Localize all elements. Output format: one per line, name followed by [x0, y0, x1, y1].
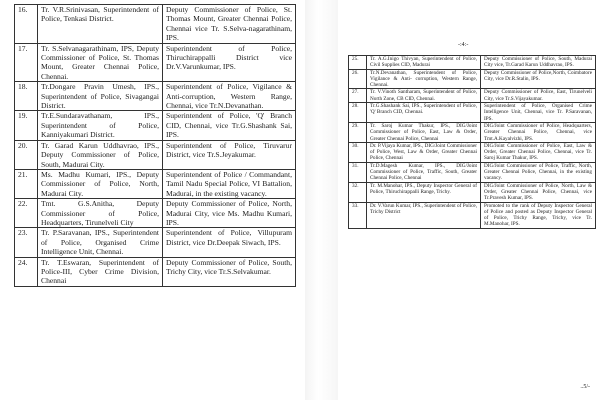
posting-cell: Superintendent of Police, 'Q' Branch CID, Chennai, vice Tr.G.Shashank Sai, IPS.	[163, 111, 296, 140]
table-row	[349, 202, 596, 228]
officer-cell: Tr. Saroj Kumar Thakur, IPS., DIG/Joint Commissioner of Police, East, Law & Order, Greater Chennai Police, Chennai	[367, 122, 481, 142]
table-row	[15, 169, 296, 198]
right-page	[338, 0, 600, 400]
table-row	[349, 182, 596, 202]
posting-cell: Promoted to the rank of Deputy Inspector General of Police and posted as Deputy Inspector General of Police, Trichy Range, Trichy, vice Tr. M.Manohar, IPS.	[481, 202, 596, 228]
officer-cell: Tr. V.Vinoth Santharam, Superintendent of Police, North Zone, CB CID, Chennai.	[367, 89, 481, 103]
officer-cell: Dr. V.Varun Kumar, IPS., Superintendent of Police, Trichy District	[367, 202, 481, 228]
table-row	[15, 43, 296, 82]
row-number: 33.	[349, 202, 367, 228]
table-row	[15, 257, 296, 286]
row-number: 31.	[349, 162, 367, 182]
row-number: 16.	[15, 5, 38, 44]
table-row	[15, 199, 296, 228]
table-row	[349, 103, 596, 123]
row-number: 22.	[15, 199, 38, 228]
row-number: 19.	[15, 111, 38, 140]
officer-cell: Tr. M.Manohar, IPS., Deputy Inspector General of Police, Thiruchirappalli Range, Trichy.	[367, 182, 481, 202]
posting-cell: DIG/Joint Commissioner of Police, Headquarters, Greater Chennai Police, Chennai, vice Tmt.A.Kayalvizhi, IPS.	[481, 122, 596, 142]
row-number: 25.	[349, 56, 367, 70]
row-number: 28.	[349, 103, 367, 123]
posting-cell: Deputy Commissioner of Police, North, Madurai City, vice Ms. Madhu Kumari, IPS.	[163, 199, 296, 228]
officer-cell: Tr. Garad Karun Uddhavrao, IPS., Deputy Commissioner of Police, South, Madurai City.	[38, 140, 163, 169]
officer-cell: Tmt. G.S.Anitha, Deputy Commissioner of Police, Headquarters, Tirunelveli City	[38, 199, 163, 228]
right-posting-table	[348, 55, 596, 229]
table-row	[15, 5, 296, 44]
page-gutter	[305, 0, 338, 400]
posting-cell: DIG/Joint Commissioner of Police, Traffic, North, Greater Chennai Police, Chennai, in the existing vacancy.	[481, 162, 596, 182]
table-row	[349, 122, 596, 142]
officer-cell: Tr. P.Saravanan, IPS., Superintendent of Police, Organised Crime Intelligence Unit, Chennai.	[38, 228, 163, 257]
posting-cell: DIG/Joint Commissioner of Police, North, Law & Order, Greater Chennai Police, Chennai, vice Tr.Pravesh Kumar, IPS.	[481, 182, 596, 202]
row-number: 27.	[349, 89, 367, 103]
officer-cell: Tr. S.Selvanagarathinam, IPS, Deputy Commissioner of Police, St. Thomas Mount, Greater Chennai Police, Chennai.	[38, 43, 163, 82]
posting-cell: Deputy Commissioner of Police,North, Coimbatore City, vice Dr.R.Stalin, IPS.	[481, 69, 596, 89]
officer-cell: Ms. Madhu Kumari, IPS., Deputy Commissioner of Police, North, Madurai City.	[38, 169, 163, 198]
posting-cell: DIG/Joint Commissioner of Police, East, Law & Order, Greater Chennai Police, Chennai, vice Tr. Saroj Kumar Thakur, IPS.	[481, 142, 596, 162]
officer-cell: Tr. T.Eswaran, Superintendent of Police-III, Cyber Crime Division, Chennai	[38, 257, 163, 286]
table-row	[349, 69, 596, 89]
posting-cell: Superintendent of Police, Organised Crime Intelligence Unit, Chennai, vice Tr. P.Saravanan, IPS.	[481, 103, 596, 123]
table-row	[15, 111, 296, 140]
row-number: 21.	[15, 169, 38, 198]
posting-cell: Superintendent of Police / Commandant, Tamil Nadu Special Police, VI Battalion, Madurai, in the existing vacancy.	[163, 169, 296, 198]
next-page-indicator: ..5/-	[580, 384, 590, 390]
posting-cell: Superintendent of Police, Tiruvarur District, vice Tr.S.Jeyakumar.	[163, 140, 296, 169]
table-row	[349, 89, 596, 103]
table-row	[349, 56, 596, 70]
table-row	[349, 162, 596, 182]
posting-cell: Superintendent of Police, Vigilance & Anti-corruption, Western Range, Chennai, vice Tr.N.Devanathan.	[163, 82, 296, 111]
row-number: 29.	[349, 122, 367, 142]
officer-cell: Tr.Dongare Pravin Umesh, IPS., Superintendent of Police, Sivagangai District.	[38, 82, 163, 111]
posting-cell: Deputy Commissioner of Police, South, Madurai City vice, Tr.Garad Karun Uddhavrao, IPS.	[481, 56, 596, 70]
table-row	[15, 228, 296, 257]
officer-cell: Tr.E.Sundaravathanam, IPS., Superintendent of Police, Kanniyakumari District.	[38, 111, 163, 140]
posting-cell: Superintendent of Police, Villupuram District, vice Dr.Deepak Siwach, IPS.	[163, 228, 296, 257]
officer-cell: Tr. A.G.Inigo Thivyan, Superintendent of Police, Civil Supplies CID, Madurai	[367, 56, 481, 70]
officer-cell: Tr.N.Devanathan, Superintendent of Police, Vigilance & Anti- corruption, Western Range, Chennai.	[367, 69, 481, 89]
posting-cell: Superintendent of Police, Thiruchirappalli District vice Dr.V.Varunkumar, IPS.	[163, 43, 296, 82]
officer-cell: Tr.G.Shashank Sai, IPS., Superintendent of Police, 'Q' Branch CID, Chennai.	[367, 103, 481, 123]
left-posting-table	[14, 4, 296, 287]
table-row	[15, 82, 296, 111]
posting-cell: Deputy Commissioner of Police, St. Thomas Mount, Greater Chennai Police, Chennai vice Tr. S.Selva-nagarathinam, IPS.	[163, 5, 296, 44]
table-row	[349, 142, 596, 162]
row-number: 30.	[349, 142, 367, 162]
row-number: 20.	[15, 140, 38, 169]
officer-cell: Dr. P.Vijaya Kumar, IPS., DIG/Joint Commissioner of Police, West, Law & Order, Greater Chennai Police, Chennai	[367, 142, 481, 162]
row-number: 26.	[349, 69, 367, 89]
posting-cell: Deputy Commissioner of Police, East, Tirunelveli City, vice Tr.S.Vijayakumar.	[481, 89, 596, 103]
row-number: 24.	[15, 257, 38, 286]
table-row	[15, 140, 296, 169]
row-number: 32.	[349, 182, 367, 202]
row-number: 23.	[15, 228, 38, 257]
row-number: 18.	[15, 82, 38, 111]
page-number: -:4:-	[458, 42, 469, 48]
row-number: 17.	[15, 43, 38, 82]
officer-cell: Tr. V.R.Srinivasan, Superintendent of Police, Tenkasi District.	[38, 5, 163, 44]
posting-cell: Deputy Commissioner of Police, South, Trichy City, vice Tr.S.Selvakumar.	[163, 257, 296, 286]
officer-cell: Tr.D.Magesh Kumar, IPS., DIG/Joint Commissioner of Police, Traffic, South, Greater Chennai Police, Chennai	[367, 162, 481, 182]
